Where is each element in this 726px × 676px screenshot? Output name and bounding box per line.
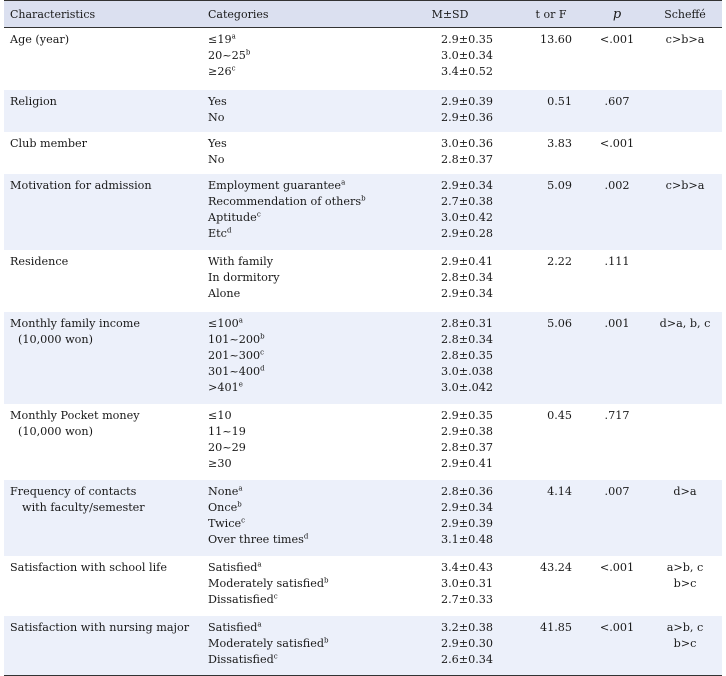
scheffe-result: d>a, b, c	[659, 316, 711, 330]
mean-sd-value: 2.8±0.37	[440, 440, 494, 454]
cell-categories	[202, 250, 384, 312]
mean-sd-value: 2.9±0.28	[440, 227, 494, 241]
mean-sd-value: 2.8±0.34	[440, 270, 494, 284]
characteristic-text: Monthly family income	[10, 316, 141, 330]
category-label: ≥26	[208, 65, 232, 79]
category-label: Over three times	[208, 533, 304, 547]
category-label: None	[208, 484, 239, 498]
category-item	[208, 348, 378, 364]
cell-categories	[202, 312, 384, 404]
category-item	[208, 316, 378, 332]
category-item	[208, 254, 378, 270]
category-item	[208, 516, 378, 532]
category-label: Moderately satisfied	[208, 576, 325, 590]
table-row	[4, 404, 722, 480]
category-superscript: a	[238, 315, 243, 324]
cell-scheffe	[648, 616, 722, 676]
category-item	[208, 364, 378, 380]
category-item	[208, 286, 378, 302]
category-superscript: c	[273, 652, 278, 661]
cell-categories	[202, 404, 384, 480]
table-header	[4, 1, 722, 28]
mean-sd-value: 3.4±0.52	[440, 65, 494, 79]
category-superscript: c	[256, 210, 261, 219]
category-label: 301~400	[208, 365, 261, 379]
category-superscript: b	[237, 499, 242, 508]
category-item	[208, 178, 378, 194]
category-label: Aptitude	[208, 210, 257, 224]
mean-sd-value: 2.9±0.41	[440, 457, 494, 471]
mean-sd-value: 2.9±0.34	[440, 500, 494, 514]
characteristic-text: Age (year)	[10, 33, 70, 46]
mean-sd-value: 3.0±0.31	[440, 576, 494, 590]
category-label: Satisfied	[208, 620, 258, 634]
category-label: Yes	[208, 136, 227, 150]
mean-sd-value: 2.7±0.38	[440, 194, 494, 208]
cell-p-value: .002	[604, 178, 630, 192]
category-item	[208, 94, 378, 110]
category-label: No	[208, 152, 225, 166]
category-item	[208, 500, 378, 516]
mean-sd-value: 3.4±0.43	[440, 560, 494, 574]
cell-t-or-f: 3.83	[547, 136, 572, 150]
mean-sd-value: 2.9±0.36	[440, 110, 494, 124]
header-mean-sd: M±SD	[384, 1, 516, 28]
table-row	[4, 250, 722, 312]
mean-sd-value: 2.8±0.37	[440, 152, 494, 166]
characteristic-text: Religion	[10, 94, 57, 108]
cell-p-value: <.001	[599, 136, 635, 150]
cell-t-or-f: 43.24	[539, 560, 572, 574]
cell-p-value: .007	[604, 484, 630, 498]
table-row	[4, 90, 722, 132]
category-item	[208, 226, 378, 242]
cell-mean-sd	[384, 556, 516, 616]
characteristic-text: (10,000 won)	[18, 332, 93, 346]
cell-mean-sd	[384, 616, 516, 676]
category-superscript: a	[238, 483, 243, 492]
characteristic-text: Frequency of contacts	[10, 484, 137, 498]
cell-mean-sd	[384, 480, 516, 556]
scheffe-result: c>b>a	[665, 178, 705, 192]
cell-characteristic	[4, 90, 202, 132]
scheffe-result: a>b, c	[666, 620, 704, 634]
mean-sd-value: 3.0±.042	[440, 381, 494, 395]
characteristic-text: Satisfaction with nursing major	[10, 620, 190, 634]
category-label: ≤10	[208, 408, 232, 422]
mean-sd-value: 2.9±0.34	[440, 178, 494, 192]
category-superscript: a	[257, 619, 262, 628]
mean-sd-value: 2.9±0.39	[440, 94, 494, 108]
cell-categories	[202, 90, 384, 132]
mean-sd-value: 2.9±0.34	[440, 286, 494, 300]
cell-scheffe	[648, 174, 722, 250]
cell-t-or-f: 0.45	[547, 408, 572, 422]
cell-scheffe	[648, 556, 722, 616]
cell-characteristic	[4, 404, 202, 480]
table-row	[4, 480, 722, 556]
mean-sd-value: 3.0±0.42	[440, 210, 494, 224]
category-label: Once	[208, 500, 238, 514]
category-item	[208, 210, 378, 226]
mean-sd-value: 2.9±0.35	[440, 33, 494, 46]
mean-sd-value: 2.9±0.38	[440, 424, 494, 438]
category-superscript: c	[260, 348, 265, 357]
cell-t-or-f: 2.22	[547, 254, 572, 268]
mean-sd-value: 2.8±0.31	[440, 316, 494, 330]
category-item	[208, 110, 378, 126]
cell-t-or-f: 4.14	[547, 484, 572, 498]
table-row	[4, 28, 722, 90]
category-item	[208, 32, 378, 48]
category-label: Twice	[208, 516, 242, 530]
cell-characteristic	[4, 616, 202, 676]
category-superscript: b	[260, 331, 265, 340]
category-item	[208, 456, 378, 472]
cell-scheffe	[648, 250, 722, 312]
characteristic-text: with faculty/semester	[22, 500, 145, 514]
characteristic-text: Residence	[10, 254, 69, 268]
category-item	[208, 424, 378, 440]
characteristic-text: Motivation for admission	[10, 178, 152, 192]
category-label: ≤19	[208, 33, 232, 46]
category-label: 11~19	[208, 424, 246, 438]
scheffe-result: a>b, c	[666, 560, 704, 574]
category-item	[208, 576, 378, 592]
category-label: 101~200	[208, 332, 261, 346]
scheffe-result: c>b>a	[665, 33, 705, 46]
mean-sd-value: 3.1±0.48	[440, 533, 494, 547]
characteristic-text: (10,000 won)	[18, 424, 93, 438]
cell-characteristic	[4, 312, 202, 404]
category-label: Dissatisfied	[208, 652, 274, 666]
category-item	[208, 440, 378, 456]
cell-p-value: .607	[604, 94, 630, 108]
mean-sd-value: 2.8±0.36	[440, 484, 494, 498]
scheffe-result: b>c	[673, 576, 697, 590]
category-item	[208, 620, 378, 636]
cell-p-value: .717	[604, 408, 630, 422]
table-body	[4, 28, 722, 676]
header-characteristics: Characteristics	[4, 1, 202, 28]
cell-p-value: .001	[604, 316, 630, 330]
category-label: ≤100	[208, 316, 239, 330]
scheffe-result: b>c	[673, 636, 697, 650]
characteristic-text: Satisfaction with school life	[10, 560, 167, 574]
category-superscript: c	[241, 516, 246, 525]
category-superscript: c	[273, 592, 278, 601]
category-label: Etc	[208, 227, 227, 241]
cell-categories	[202, 480, 384, 556]
table-row	[4, 132, 722, 174]
mean-sd-value: 2.9±0.39	[440, 516, 494, 530]
category-label: ≥30	[208, 457, 232, 471]
category-item	[208, 136, 378, 152]
header-scheffe: Scheffé	[648, 1, 722, 28]
mean-sd-value: 2.8±0.35	[440, 348, 494, 362]
category-superscript: b	[324, 635, 329, 644]
cell-scheffe	[648, 90, 722, 132]
cell-mean-sd	[384, 404, 516, 480]
category-item	[208, 64, 378, 80]
mean-sd-value: 2.9±0.35	[440, 408, 494, 422]
mean-sd-value: 2.9±0.41	[440, 254, 494, 268]
cell-scheffe	[648, 132, 722, 174]
mean-sd-value: 3.0±0.34	[440, 49, 494, 63]
cell-p-value: <.001	[599, 33, 635, 46]
characteristics-table	[4, 0, 722, 676]
category-item	[208, 636, 378, 652]
category-label: 20~25	[208, 49, 246, 63]
table-row	[4, 616, 722, 676]
mean-sd-value: 2.6±0.34	[440, 652, 494, 666]
mean-sd-value: 2.8±0.34	[440, 332, 494, 346]
mean-sd-value: 3.0±.038	[440, 365, 494, 379]
category-superscript: d	[226, 226, 232, 235]
category-label: 20~29	[208, 440, 246, 454]
category-label: Yes	[208, 94, 227, 108]
category-superscript: b	[361, 193, 366, 202]
mean-sd-value: 2.7±0.33	[440, 592, 494, 606]
cell-characteristic	[4, 132, 202, 174]
category-label: 201~300	[208, 348, 261, 362]
category-superscript: a	[231, 32, 236, 41]
category-label: Alone	[208, 286, 241, 300]
category-label: With family	[208, 254, 274, 268]
category-superscript: e	[238, 380, 243, 389]
header-row	[4, 1, 722, 28]
category-item	[208, 270, 378, 286]
category-item	[208, 592, 378, 608]
category-item	[208, 484, 378, 500]
cell-mean-sd	[384, 250, 516, 312]
cell-mean-sd	[384, 132, 516, 174]
cell-categories	[202, 132, 384, 174]
category-superscript: b	[245, 48, 251, 57]
cell-categories	[202, 556, 384, 616]
cell-mean-sd	[384, 90, 516, 132]
cell-p-value: <.001	[586, 616, 648, 676]
category-superscript: a	[257, 559, 262, 568]
cell-scheffe	[648, 480, 722, 556]
category-item	[208, 152, 378, 168]
cell-characteristic	[4, 250, 202, 312]
category-label: Moderately satisfied	[208, 636, 325, 650]
category-item	[208, 560, 378, 576]
category-item	[208, 532, 378, 548]
header-p-value: p	[586, 1, 648, 28]
category-label: No	[208, 110, 225, 124]
cell-t-or-f: 0.51	[547, 94, 572, 108]
cell-mean-sd	[384, 174, 516, 250]
cell-t-or-f: 5.09	[547, 178, 572, 192]
category-item	[208, 332, 378, 348]
category-superscript: c	[231, 64, 236, 73]
category-label: Satisfied	[208, 560, 258, 574]
category-label: Employment guarantee	[208, 178, 342, 192]
category-item	[208, 408, 378, 424]
cell-t-or-f: 41.85	[516, 616, 586, 676]
table-row	[4, 174, 722, 250]
category-label: >401	[208, 381, 239, 395]
cell-scheffe	[648, 404, 722, 480]
characteristic-text: Monthly Pocket money	[10, 408, 140, 422]
header-t-or-f: t or F	[516, 1, 586, 28]
mean-sd-value: 3.2±0.38	[440, 620, 494, 634]
mean-sd-value: 3.0±0.36	[440, 136, 494, 150]
cell-characteristic	[4, 480, 202, 556]
category-superscript: b	[324, 575, 329, 584]
category-label: Dissatisfied	[208, 592, 274, 606]
category-superscript: a	[341, 177, 346, 186]
category-superscript: d	[260, 364, 265, 373]
category-label: Recommendation of others	[208, 194, 362, 208]
category-item	[208, 194, 378, 210]
cell-p-value: .111	[604, 254, 630, 268]
table-row	[4, 312, 722, 404]
category-item	[208, 380, 378, 396]
cell-scheffe	[648, 28, 722, 90]
category-superscript: d	[303, 532, 309, 541]
cell-mean-sd	[384, 312, 516, 404]
cell-characteristic	[4, 556, 202, 616]
category-item	[208, 48, 378, 64]
cell-categories	[202, 616, 384, 676]
cell-p-value: <.001	[599, 560, 635, 574]
cell-characteristic	[4, 28, 202, 90]
scheffe-result: d>a	[673, 484, 697, 498]
mean-sd-value: 2.9±0.30	[440, 636, 494, 650]
cell-scheffe	[648, 312, 722, 404]
characteristic-text: Club member	[10, 136, 88, 150]
category-item	[208, 652, 378, 668]
cell-mean-sd	[384, 28, 516, 90]
cell-t-or-f: 13.60	[539, 33, 572, 46]
cell-t-or-f: 5.06	[547, 316, 572, 330]
cell-categories	[202, 28, 384, 90]
category-label: In dormitory	[208, 270, 280, 284]
cell-characteristic	[4, 174, 202, 250]
cell-categories	[202, 174, 384, 250]
table-row	[4, 556, 722, 616]
header-categories: Categories	[202, 1, 384, 28]
